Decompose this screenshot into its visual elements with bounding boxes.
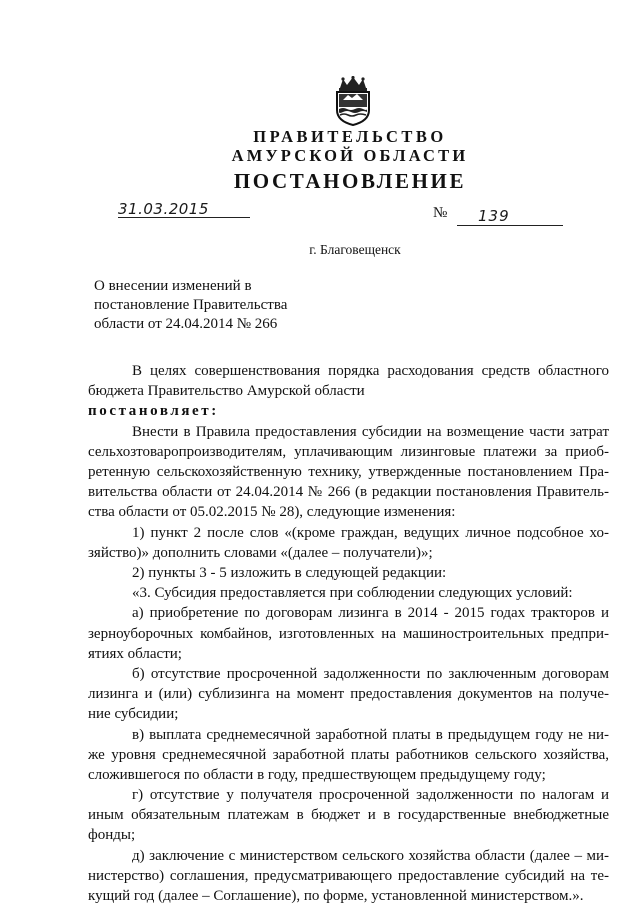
body-line: бюджета Правительство Амурской области (88, 383, 365, 400)
document-type-title: ПОСТАНОВЛЕНИЕ (233, 169, 467, 193)
body-line: «3. Субсидия предоставляется при соблюдении следующих условий: (132, 585, 573, 602)
body-line: ства области от 05.02.2015 № 28), следующие изменения: (88, 504, 456, 521)
body-line: сложившегося по области в году, предшествующем предыдущему году; (88, 766, 546, 783)
number-sign: № (433, 205, 448, 221)
body-line: иным обязательным платежам в бюджет и в государственные внебюджетные (88, 807, 609, 824)
body-line: зерноуборочных комбайнов, изготовленных на машиностроительных предпри- (88, 625, 609, 642)
document-subject (94, 277, 287, 334)
org-name-line1: ПРАВИТЕЛЬСТВО (253, 127, 447, 146)
resolution-verb: постановляет: (88, 403, 219, 420)
body-line: а) приобретение по договорам лизинга в 2014 - 2015 годах тракторов и (132, 605, 609, 622)
body-line: же уровня среднемесячной заработной платы работников сельского хозяйства, (88, 746, 609, 763)
city-label: г. Благовещенск (309, 242, 401, 257)
body-line: кущий год (далее – Соглашение), по форме, установленной министерством.». (88, 888, 584, 905)
body-line: в) выплата среднемесячной заработной платы в предыдущем году не ни- (132, 726, 609, 743)
body-line: ние субсидии; (88, 706, 179, 723)
document-date: 31.03.2015 (118, 200, 209, 218)
number-underline (457, 225, 563, 226)
body-line: б) отсутствие просроченной задолженности по заключенным договорам (132, 665, 609, 682)
body-line: зяйство)» дополнить словами «(далее – получатели)»; (88, 544, 433, 561)
coat-of-arms-icon (330, 76, 376, 126)
subject-line: области от 24.04.2014 № 266 (94, 316, 278, 332)
body-line: ятиях области; (88, 645, 182, 662)
subject-line: О внесении изменений в (94, 278, 252, 294)
date-underline (118, 217, 250, 218)
body-line: г) отсутствие у получателя просроченной задолженности по налогам и (132, 787, 609, 804)
document-body (88, 361, 609, 906)
body-line: ретенную сельскохозяйственную технику, утвержденные постановлением Пра- (88, 463, 609, 480)
subject-line: постановление Правительства (94, 297, 288, 313)
body-line: Внести в Правила предоставления субсидии на возмещение части затрат (132, 423, 609, 440)
body-line: д) заключение с министерством сельского хозяйства области (далее – ми- (132, 847, 609, 864)
body-line: сельхозтоваропроизводителям, уплачивающим лизинговые платежи за приоб- (88, 443, 609, 460)
org-name-line2: АМУРСКОЙ ОБЛАСТИ (231, 146, 469, 165)
body-line: нистерство) соглашения, предусматривающего предоставление субсидий на те- (88, 867, 609, 884)
body-line: 2) пункты 3 - 5 изложить в следующей редакции: (132, 564, 447, 581)
body-line: В целях совершенствования порядка расходования средств областного (132, 363, 609, 379)
body-line: лизинга и (или) сублизинга на момент предоставления документов на получе- (88, 686, 609, 703)
body-line: фонды; (88, 827, 136, 844)
body-line: 1) пункт 2 после слов «(кроме граждан, ведущих личное подсобное хо- (132, 524, 609, 541)
document-number: 139 (478, 207, 510, 225)
body-line: вительства области от 24.04.2014 № 266 (в редакции постановления Правитель- (88, 484, 609, 501)
